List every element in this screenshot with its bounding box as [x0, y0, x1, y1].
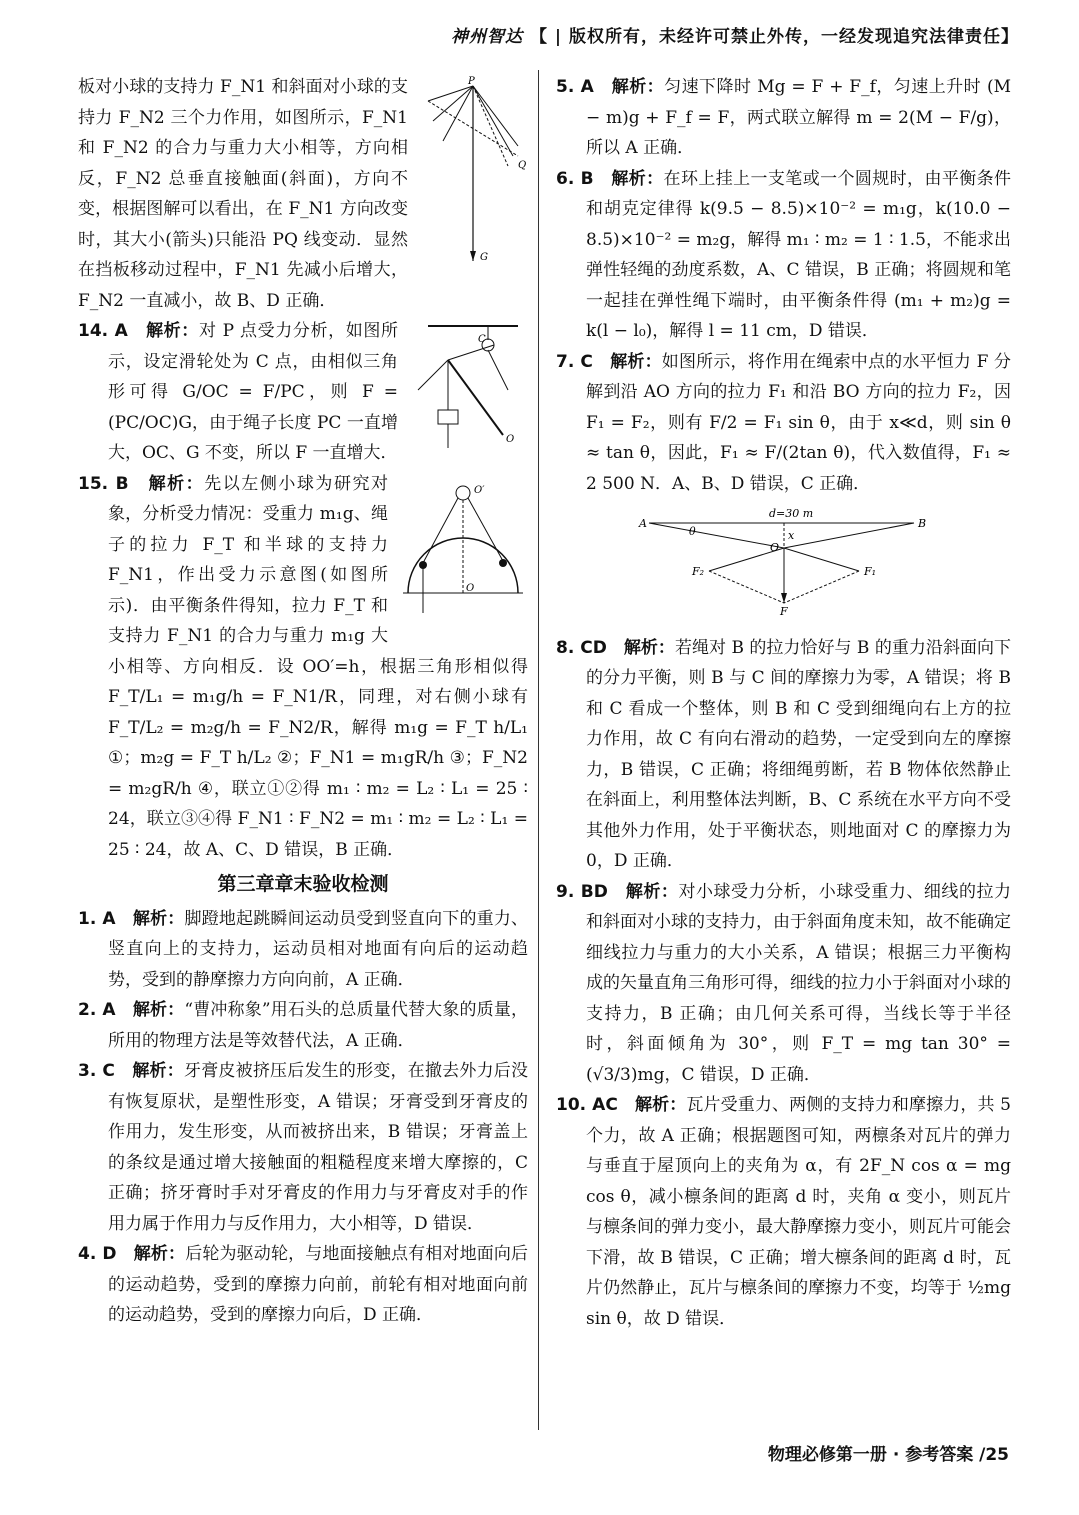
label-Q: Q: [518, 160, 527, 171]
label-F2: F₂: [691, 565, 704, 578]
label-O: O: [506, 434, 515, 445]
figure-q14-pulley-diagram: [408, 320, 528, 450]
answer-q8: 8. CD 解析：若绳对 B 的拉力恰好与 B 的重力沿斜面向下的分力平衡，则 B 与 C 间的摩擦力为零，A 错误；将 B 和 C 看成一个整体，则 B 和 C 受到细绳向右上方的拉力作用，故 C 有向右滑动的趋势，一定受到向左的摩擦力，B 错误，C 正确；将细绳剪断，若 B 物体依然静止在斜面上，利用整体法判断，B、C 系统在水平方向不受其他外力作用，处于平衡状态，则地面对 C 的摩擦力为 0，D 正确．: [556, 637, 1012, 871]
answer-q9: 9. BD 解析：对小球受力分析，小球受重力、细线的拉力和斜面对小球的支持力，由于斜面角度未知，故不能确定细线拉力与重力的大小关系，A 错误；根据三力平衡构成的矢量直角三角形可得，细线的拉力小于斜面对小球的支持力，B 正确；由几何关系可得，当线长等于半径时，斜面倾角为 30°，则 F_T = mg tan 30° = (√3/3)mg，C 错误，D 正确．: [556, 881, 1012, 1085]
answer-q1: 1. A 解析：脚蹬地起跳瞬间运动员受到竖直向下的重力、竖直向上的支持力，运动员相对地面有向后的运动趋势，受到的静摩擦力方向向前，A 正确．: [78, 908, 528, 990]
label-O: O: [466, 582, 475, 594]
page-footer: 物理必修第一册 · 参考答案 /25: [767, 1445, 1009, 1465]
answer-q2: 2. A 解析：“曹冲称象”用石头的总质量代替大象的质量，所用的物理方法是等效替代法，A 正确．: [78, 1000, 528, 1051]
label-theta: θ: [688, 525, 696, 538]
label-x: x: [787, 529, 794, 542]
figure-q13-force-diagram: [418, 76, 528, 266]
answer-q6: 6. B 解析：在环上挂上一支笔或一个圆规时，由平衡条件和胡克定律得 k(9.5 − 8.5)×10⁻² = m₁g，k(10.0 − 8.5)×10⁻² = m₂g，解得 m₁ ∶ m₂ = 1 ∶ 1.5，不能求出弹性轻绳的劲度系数，A、C 错误，B 正确；将圆规和笔一起挂在弹性绳下端时，由平衡条件得 (m₁ + m₂)g = k(l − l₀)，解得 l = 11 cm，D 错误．: [556, 168, 1012, 341]
label-O: O: [769, 541, 779, 554]
section-title: 第三章章末验收检测: [217, 873, 389, 895]
label-F1: F₁: [863, 565, 876, 578]
answer-q15: 15. B 解析：先以左侧小球为研究对象，分析受力情况：受重力 m₁g、绳子的拉力 F_T 和半球的支持力 F_N1，作出受力示意图(如图所示)．由平衡条件得知，拉力 F_T 和支持力 F_N1 的合力与重力 m₁g 大小相等、方向相反．设 OO′=h，根据三角形相似得 F_T/L₁ = m₁g/h = F_N1/R，同理，对右侧小球有 F_T/L₂ = m₂g/h = F_N2/R，解得 m₁g = F_T h/L₁ ①；m₂g = F_T h/L₂ ②；F_N1 = m₁gR/h ③；F_N2 = m₂gR/h ④，联立①②得 m₁ ∶ m₂ = L₂ ∶ L₁ = 25 ∶ 24，联立③④得 F_N1 ∶ F_N2 = m₁ ∶ m₂ = L₂ ∶ L₁ = 25 ∶ 24，故 A、C、D 错误，B 正确．: [78, 473, 528, 860]
label-F: F: [779, 605, 788, 618]
page-header: [451, 22, 1019, 47]
answer-q5: 5. A 解析：匀速下降时 Mg = F + F_f，匀速上升时 (M − m)g + F_f = F，两式联立解得 m = 2(M − F/g)，所以 A 正确．: [556, 77, 1011, 158]
left-column: [78, 72, 528, 1331]
label-O-prime: O′: [474, 484, 485, 496]
answer-q10: 10. AC 解析：瓦片受重力、两侧的支持力和摩擦力，共 5 个力，故 A 正确；根据题图可知，两檩条对瓦片的弹力与垂直于屋顶向上的夹角为 α，有 2F_N cos α = mg cos θ，减小檩条间的距离 d 时，夹角 α 变小，则瓦片与檩条间的弹力变小，最大静摩擦力变小，则瓦片可能会下滑，故 B 错误，C 正确；增大檩条间的距离 d 时，瓦片仍然静止，瓦片与檩条间的摩擦力不变，均等于 ½mg sin θ，故 D 错误．: [556, 1095, 1011, 1329]
label-G: G: [480, 252, 488, 263]
answer-q4: 4. D 解析：后轮为驱动轮，与地面接触点有相对地面向后的运动趋势，受到的摩擦力向前，前轮有相对地面向前的运动趋势，受到的摩擦力向后，D 正确．: [78, 1244, 529, 1325]
figure-q15-hemisphere-diagram: [398, 473, 528, 623]
answer-q3: 3. C 解析：牙膏皮被挤压后发生的形变，在撤去外力后没有恢复原状，是塑性形变，A 错误；牙膏受到牙膏皮的作用力，发生形变，从而被挤出来，B 错误；牙膏盖上的条纹是通过增大接触面的粗糙程度来增大摩擦的，C 正确；挤牙膏时手对牙膏皮的作用力与牙膏皮对手的作用力属于作用力与反作用力，大小相等，D 错误．: [78, 1061, 529, 1234]
q13-continuation: 板对小球的支持力 F_N1 和斜面对小球的支持力 F_N2 三个力作用，如图所示，F_N1 和 F_N2 的合力与重力大小相等，方向相反，F_N2 总垂直接触面(斜面)，方向不变，根据图解可以看出，在 F_N1 方向改变时，其大小(箭头)只能沿 PQ 线变动．显然在挡板移动过程中，F_N1 先减小后增大，F_N2 一直减小，故 B、D 正确．: [78, 77, 408, 311]
figure-q7-rope-diagram: [634, 503, 934, 618]
label-A: A: [638, 517, 647, 530]
answer-q14: 14. A 解析：对 P 点受力分析，如图所示，设定滑轮处为 C 点，由相似三角形可得 G/OC = F/PC，则 F = (PC/OC)G，由于绳子长度 PC 一直增大，OC、G 不变，所以 F 一直增大．: [78, 321, 399, 463]
label-C: C: [478, 334, 486, 345]
label-B: B: [917, 517, 926, 530]
label-P: P: [468, 76, 475, 87]
column-divider: [538, 70, 539, 1430]
answer-q7: 7. C 解析：如图所示，将作用在绳索中点的水平恒力 F 分解到沿 AO 方向的拉力 F₁ 和沿 BO 方向的拉力 F₂，因 F₁ = F₂，则有 F/2 = F₁ sin θ，由于 x≪d，则 sin θ ≈ tan θ，因此，F₁ ≈ F/(2tan θ)，代入数值得，F₁ ≈ 2 500 N．A、B、D 错误，C 正确．: [556, 351, 1012, 494]
label-d: d=30 m: [768, 507, 813, 520]
copyright-notice: 【 | 版权所有，未经许可禁止外传，一经发现追究法律责任】: [529, 27, 1019, 47]
right-column: [556, 72, 1011, 1334]
publisher-logo: 神州智达: [451, 27, 524, 47]
figure-q7-wrapper: [556, 503, 1011, 629]
